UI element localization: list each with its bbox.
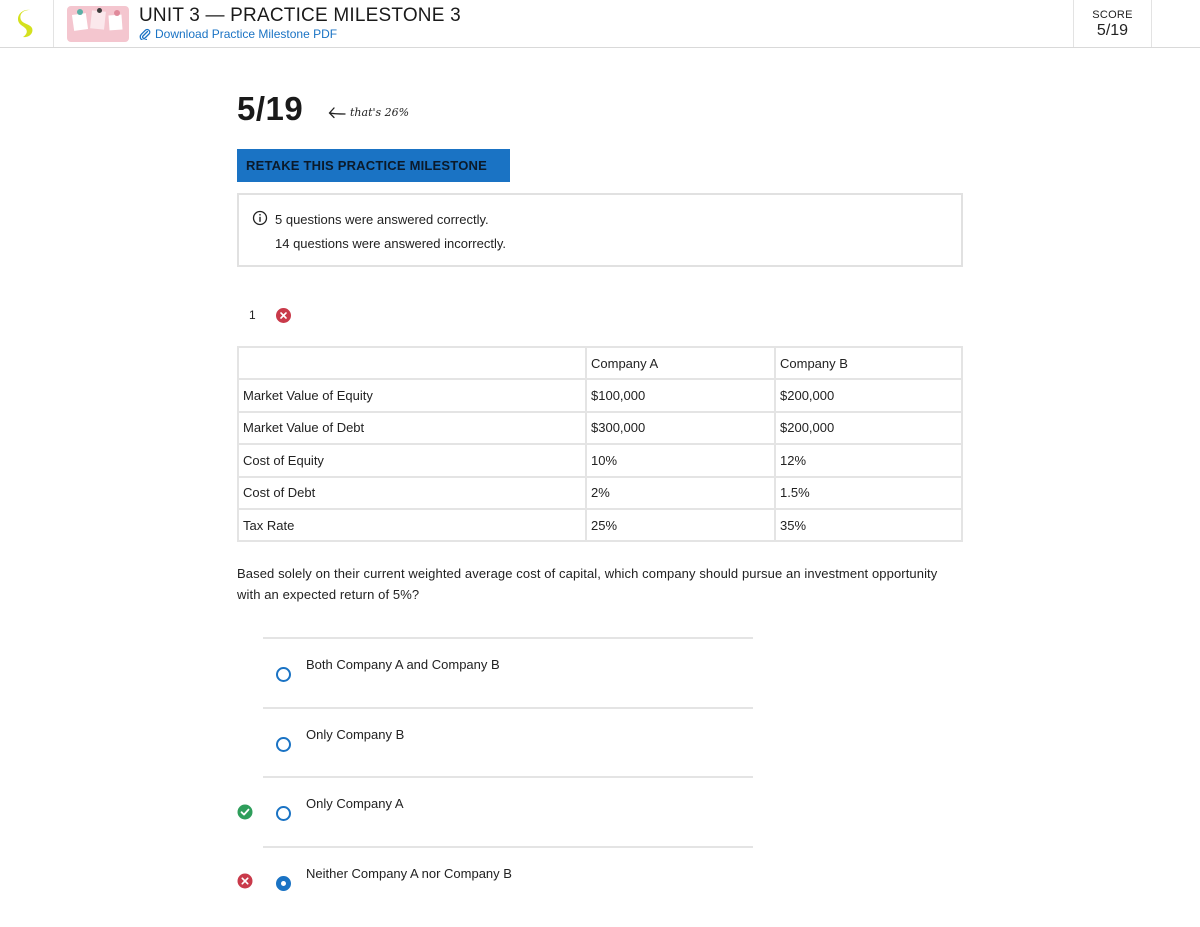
table-cell: 10% [586,444,775,476]
table-cell: $200,000 [775,412,962,444]
course-thumbnail [67,6,129,42]
logo[interactable] [0,0,54,47]
table-cell: 2% [586,477,775,509]
table-cell: $300,000 [586,412,775,444]
table-cell: Tax Rate [238,509,586,541]
table-cell: $100,000 [586,379,775,411]
table-header-row [238,347,962,379]
page-title: UNIT 3 — PRACTICE MILESTONE 3 [139,5,461,26]
table-row [238,509,962,541]
score-label: SCORE [1092,9,1133,21]
download-pdf-link[interactable] [139,27,337,41]
retake-button[interactable]: RETAKE THIS PRACTICE MILESTONE [237,149,510,182]
info-icon [252,210,268,226]
answer-radio-selected[interactable] [276,876,291,891]
table-row [238,444,962,476]
answer-option[interactable] [263,707,753,777]
answer-option[interactable] [263,776,753,846]
table-cell: 12% [775,444,962,476]
incorrect-answer-icon [237,873,253,889]
answer-option-selected[interactable] [263,846,753,916]
table-header-cell [238,347,586,379]
answer-radio[interactable] [276,667,291,682]
answer-radio[interactable] [276,806,291,821]
score-panel [1073,0,1152,47]
answer-label: Only Company B [306,727,405,742]
table-header-cell: Company A [586,347,775,379]
table-cell: 35% [775,509,962,541]
arrow-left-icon [328,107,346,119]
answer-label: Neither Company A nor Company B [306,866,512,881]
download-pdf-label: Download Practice Milestone PDF [155,27,338,41]
question-number: 1 [249,308,256,322]
big-score: 5/19 [237,90,304,127]
table-cell: Cost of Equity [238,444,586,476]
handwritten-note [328,106,409,119]
table-row [238,379,962,411]
question-prompt: Based solely on their current weighted average cost of capital, which company should pursue an investment opportunity with an expected return of 5%? [237,566,938,602]
answer-radio[interactable] [276,737,291,752]
table-cell: Market Value of Equity [238,379,586,411]
table-cell: 1.5% [775,477,962,509]
table-row [238,412,962,444]
table-cell: $200,000 [775,379,962,411]
score-value: 5/19 [1096,22,1129,39]
incorrect-icon [276,308,291,323]
incorrect-count-text: 14 questions were answered incorrectly. [275,236,506,251]
table-row [238,477,962,509]
table-cell: Market Value of Debt [238,412,586,444]
table-header-cell: Company B [775,347,962,379]
paperclip-icon [139,28,151,40]
answer-label: Both Company A and Company B [306,657,500,672]
company-data-table [237,346,963,542]
correct-count-text: 5 questions were answered correctly. [275,212,489,227]
results-info-box [237,193,963,267]
note-text: that's 26% [350,106,410,119]
table-cell: Cost of Debt [238,477,586,509]
answer-option[interactable] [263,637,753,707]
sophia-logo-icon [15,8,39,40]
answer-label: Only Company A [306,796,404,811]
correct-answer-icon [237,804,253,820]
top-bar [0,0,1200,48]
table-cell: 25% [586,509,775,541]
